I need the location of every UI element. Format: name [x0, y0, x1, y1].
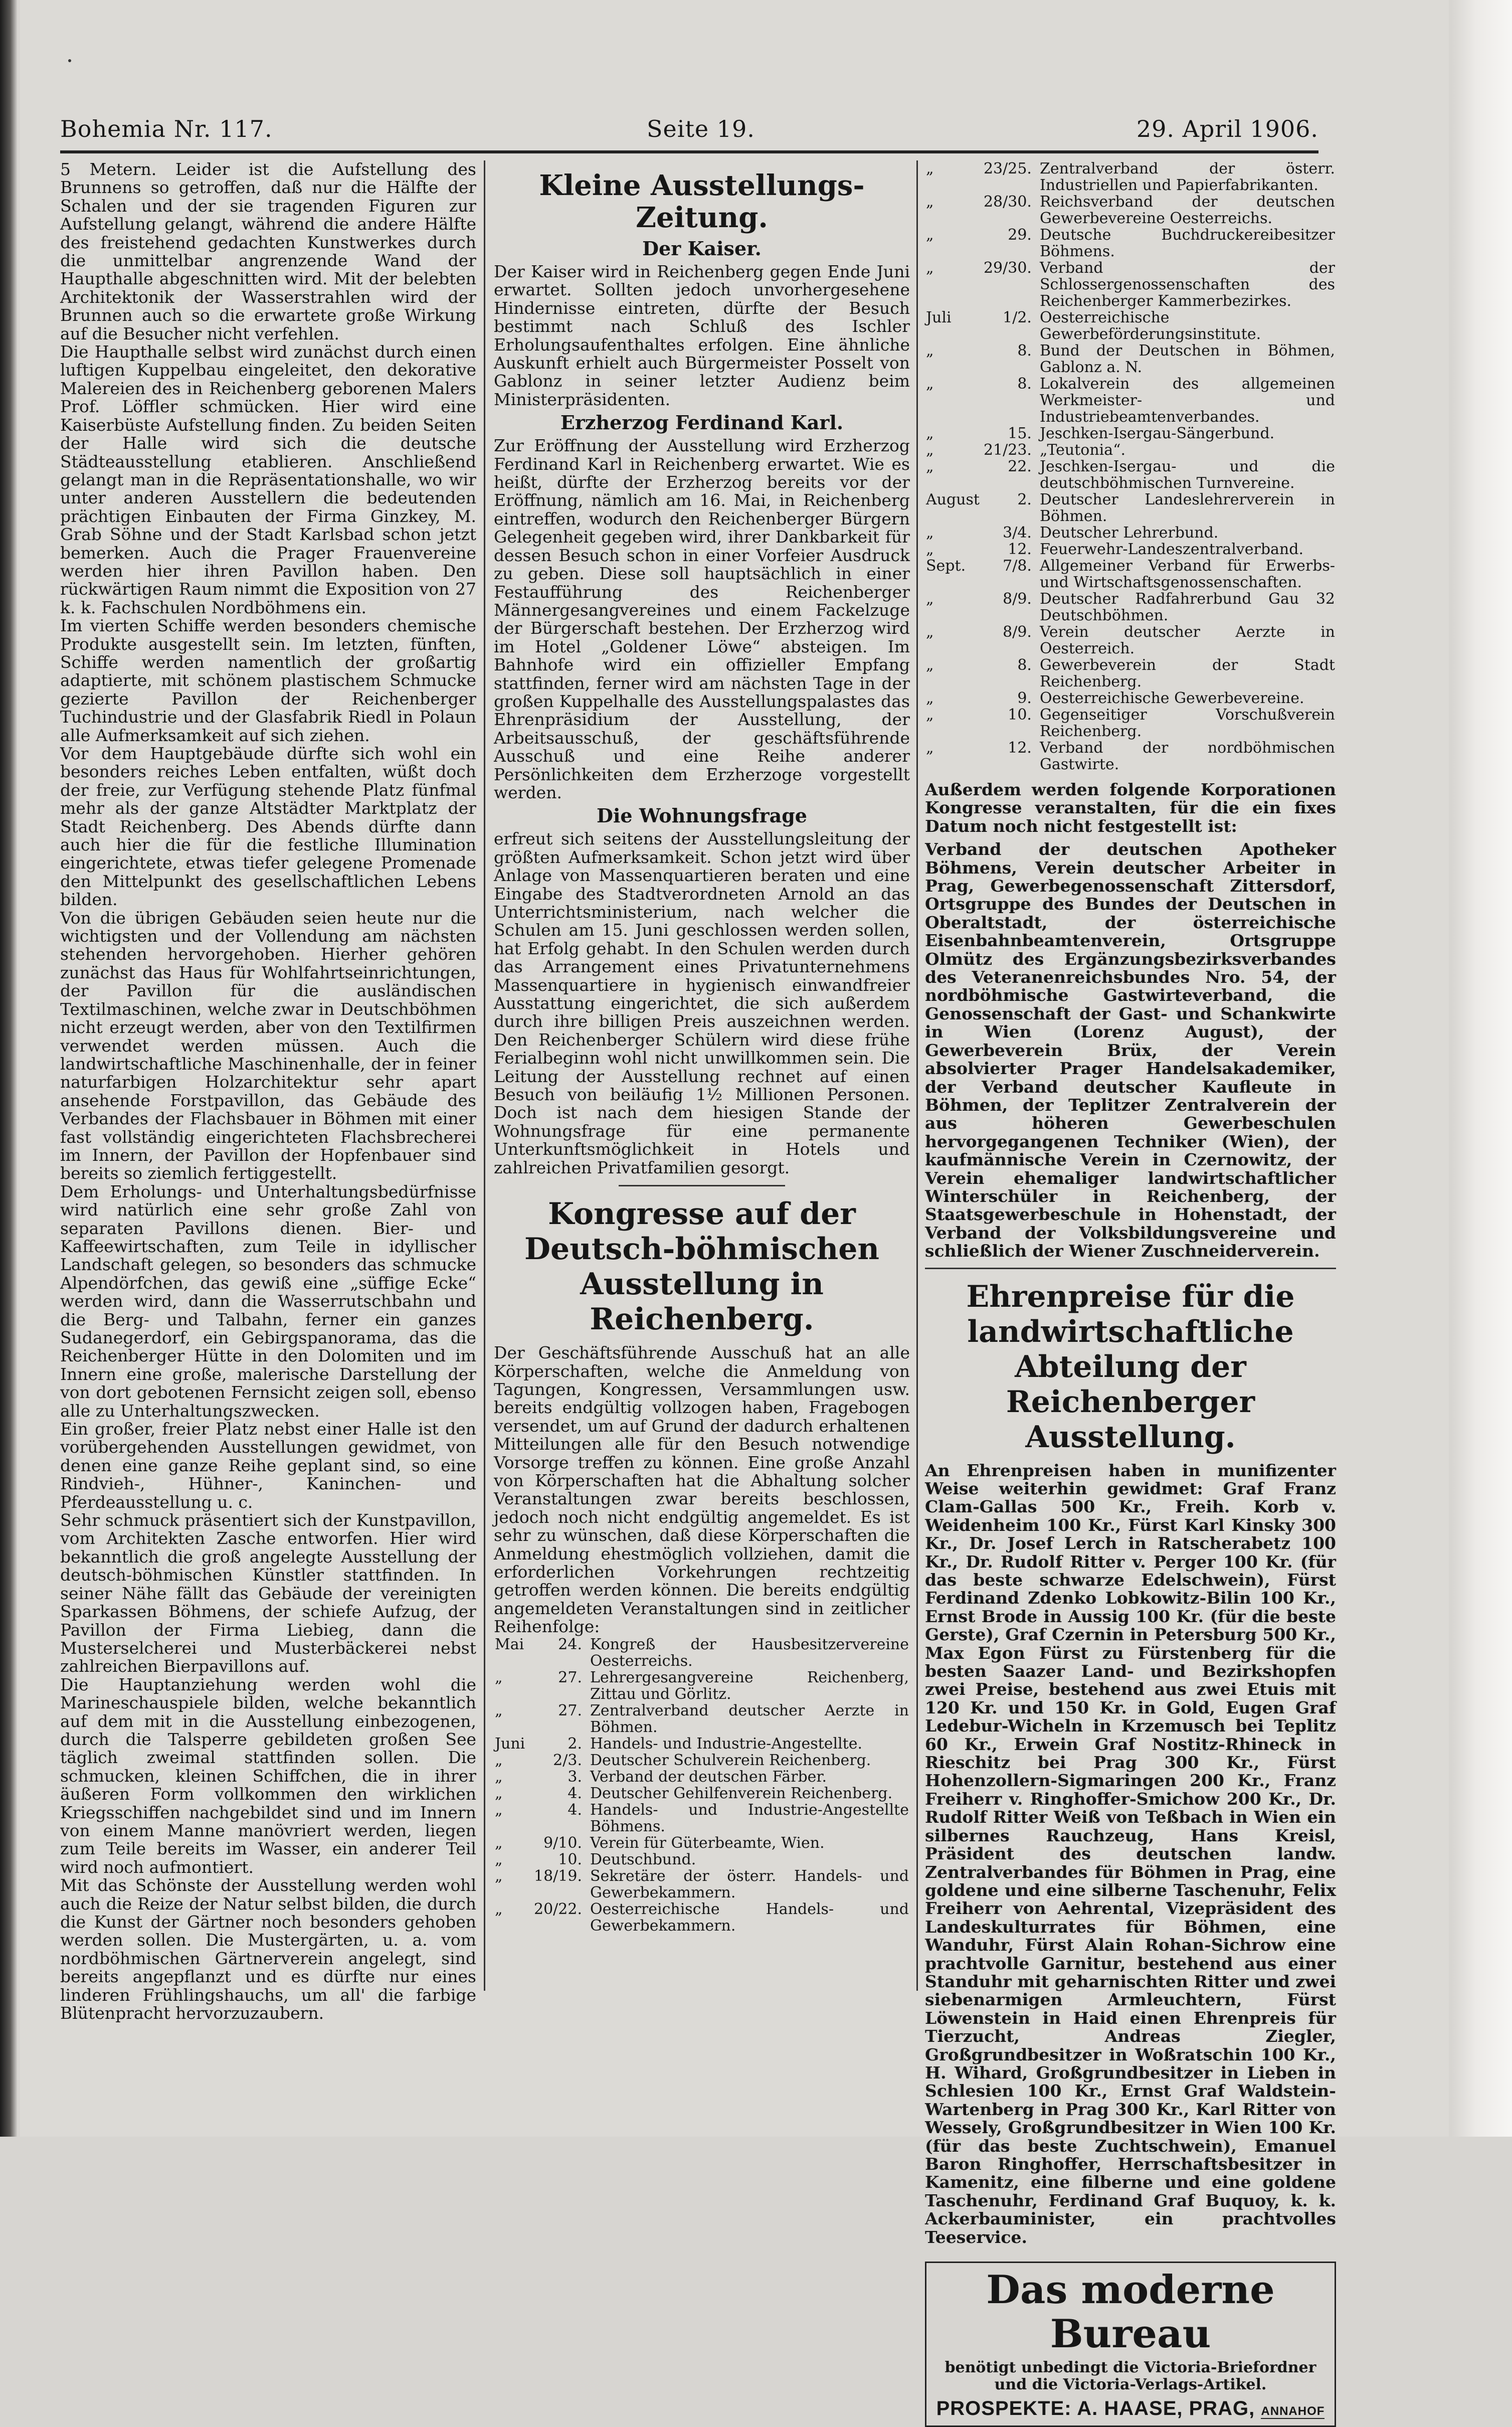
schedule-row [494, 1901, 910, 1934]
schedule-month: „ [926, 441, 934, 459]
schedule-row [925, 376, 1336, 425]
header-masthead: Bohemia Nr. 117. [60, 115, 273, 142]
ink-speck [68, 59, 71, 62]
article-paragraph: Von die übrigen Gebäuden seien heute nur die wichtigsten und der Vollendung am nächsten stehenden hervorgehoben. Hierher gehören zunächst das Haus für Wohlfahrtseinrichtungen, der Pavillon für die ausländischen Textilmaschinen, welche zwar in Deutschböhmen nicht erzeugt werden, aber von den Textilfirmen verwendet werden müssen. Auch die landwirtschaftliche Maschinenhalle, der in feiner naturfarbigen Holzarchitektur sehr apart ansehende Forstpavillon, das Gebäude des Verbandes der Flachsbauer in Böhmen mit einer fast vollständig eingerichteten Flachsbrecherei im Innern, der Pavillon der Hopfenbauer sind bereits so ziemlich fertiggestellt. [60, 908, 476, 1183]
schedule-day: 8/9. [1003, 590, 1032, 608]
schedule-event: Gewerbeverein der Stadt Reichenberg. [1039, 656, 1335, 690]
column-divider [916, 160, 918, 1991]
article-paragraph: Ein großer, freier Platz nebst einer Halle ist den vorübergehenden Ausstellungen gewidmet, von denen eine ganze Reihe geplant sind, so eine Rindvieh-, Hühner-, Kaninchen- und Pferdeausstellung u. c. [60, 1419, 476, 1512]
section-subheading: Die Wohnungsfrage [597, 804, 807, 827]
congress-schedule [925, 160, 1336, 773]
schedule-month: „ [495, 1701, 503, 1719]
schedule-row [925, 491, 1336, 525]
schedule-month: „ [495, 1784, 503, 1802]
schedule-event: Deutschbund. [590, 1850, 696, 1868]
schedule-day: 3/4. [1003, 524, 1032, 542]
column-middle [494, 160, 910, 2006]
schedule-row [494, 1736, 910, 1752]
schedule-event: Deutscher Schulverein Reichenberg. [590, 1751, 871, 1769]
schedule-month: „ [926, 375, 934, 393]
article-paragraph: Außerdem werden folgende Korporationen Kongresse veranstalten, für die ein fixes Datum noch nicht festgestellt ist: [925, 780, 1336, 836]
schedule-day: 28/30. [983, 193, 1032, 211]
schedule-day: 10. [558, 1850, 582, 1868]
schedule-month: „ [495, 1668, 503, 1686]
schedule-month: „ [495, 1850, 503, 1868]
schedule-month: „ [495, 1751, 503, 1769]
congress-schedule [494, 1636, 910, 1934]
column-right [925, 160, 1336, 2420]
article-paragraph: Die Hauptanziehung werden wohl die Marineschauspiele bilden, welche bekanntlich auf dem mit in die Ausstellung einbezogenen, durch die Talsperre gebildeten großen See täglich zweimal stattfinden sollen. Die schmucken, kleinen Schiffchen, die in ihrer äußeren Form vollkommen den wirklichen Kriegsschiffen nachgebildet sind und im Innern von einem Manne manövriert werden, liegen zum Teile bereits im Wasser, ein anderer Teil wird noch aufmontiert. [60, 1674, 476, 1877]
schedule-month: „ [926, 524, 934, 542]
schedule-event: Deutscher Lehrerbund. [1039, 524, 1219, 542]
schedule-event: „Teutonia“. [1039, 441, 1125, 459]
page-header [60, 115, 1318, 155]
schedule-month: August [926, 491, 980, 508]
article-paragraph: erfreut sich seitens der Ausstellungsleitung der größten Aufmerksamkeit. Schon jetzt wird über Anlage von Massenquartieren beraten und eine Eingabe des Stadtverordneten Arnold an das Unterrichtsministerium, nach welcher die Schulen am 15. Juni geschlossen werden sollen, hat Erfolg gehabt. In den Schulen werden durch das Arrangement eines Privatunternehmens Massenquartiere in hygienisch einwandfreier Ausstattung eingerichtet, die sich außerdem durch ihre billigen Preis auszeichnen werden. Den Reichenberger Schülern wird diese frühe Ferialbeginn wohl nicht unwillkommen sein. Die Leitung der Ausstellung rechnet auf einen Besuch von beiläufig 1½ Millionen Personen. Doch ist nach dem hiesigen Stande der Wohnungsfrage für eine permanente Unterkunftsmöglichkeit in Hotels und zahlreichen Privatfamilien gesorgt. [494, 829, 910, 1177]
schedule-event: Lokalverein des allgemeinen Werkmeister- und Industriebeamtenverbandes. [1039, 375, 1335, 426]
schedule-row [925, 541, 1336, 558]
schedule-event: Jeschken-Isergau-Sängerbund. [1039, 425, 1275, 442]
schedule-day: 7/8. [1003, 557, 1032, 575]
schedule-month: „ [926, 656, 934, 674]
schedule-row [925, 309, 1336, 342]
schedule-day: 10. [1008, 706, 1032, 724]
article-paragraph: Dem Erholungs- und Unterhaltungsbedürfnisse wird natürlich eine sehr große Zahl von separaten Pavillons dienen. Bier- und Kaffeewirtschaften, zum Teile in idyllischer Landschaft gelegen, so besonders das schmucke Alpendörfchen, das gewiß eine „süffige Ecke“ werden wird, dann die Wasserrutschbahn und die Berg- und Talbahn, ferner ein ganzes Sudanegerdorf, ein Gebirgspanorama, das die Reichenberger Hütte in den Dolomiten und im Innern eine große, malerische Darstellung der von dort gebotenen Fernsicht zeigen soll, ebenso alle zu Unterhaltungszwecken. [60, 1181, 476, 1421]
schedule-month: „ [926, 425, 934, 442]
schedule-month: Sept. [926, 557, 966, 575]
schedule-row [925, 442, 1336, 458]
section-divider [925, 1268, 1336, 1269]
ad-footer-text: PROSPEKTE: A. HAASE, PRAG, [936, 2397, 1255, 2420]
schedule-event: Gegenseitiger Vorschußverein Reichenberg. [1039, 706, 1335, 740]
article-paragraph: Der Kaiser wird in Reichenberg gegen Ende Juni erwartet. Sollten jedoch unvorhergesehene Hindernisse eintreten, dürfte der Besuch bestimmt nach Schluß des Ischler Erholungsaufenthaltes erfolgen. Eine ähnliche Auskunft erhielt auch Bürgermeister Posselt von Gablonz in seiner letzter Audienz beim Ministerpräsidenten. [494, 262, 910, 409]
schedule-event: Sekretäre der österr. Handels- und Gewerbekammern. [590, 1867, 909, 1901]
schedule-month: „ [926, 342, 934, 360]
schedule-event: Handels- und Industrie-Angestellte Böhmens. [590, 1801, 909, 1835]
schedule-event: Oesterreichische Gewerbeförderungsinstitute. [1039, 309, 1261, 343]
newspaper-page [20, 0, 1449, 2420]
schedule-day: 4. [568, 1801, 582, 1819]
schedule-event: Deutscher Gehilfenverein Reichenberg. [590, 1784, 893, 1802]
schedule-event: Deutsche Buchdruckereibesitzer Böhmens. [1039, 226, 1335, 260]
header-rule [60, 150, 1318, 153]
schedule-day: 21/23. [983, 441, 1032, 459]
schedule-day: 12. [1008, 541, 1032, 558]
schedule-day: 29. [1008, 226, 1032, 244]
schedule-event: Verband der deutschen Färber. [590, 1768, 827, 1786]
schedule-month: „ [495, 1834, 503, 1852]
schedule-event: Deutscher Landeslehrerverein in Böhmen. [1039, 491, 1335, 525]
schedule-event: Feuerwehr-Landeszentralverband. [1039, 541, 1303, 558]
schedule-month: „ [926, 623, 934, 641]
schedule-day: 24. [558, 1635, 582, 1653]
ad-line: und die Victoria-Verlags-Artikel. [994, 2376, 1267, 2394]
schedule-row [494, 1868, 910, 1901]
schedule-row [925, 740, 1336, 773]
ad-body [933, 2359, 1328, 2393]
schedule-row [925, 227, 1336, 260]
article-paragraph: An Ehrenpreisen haben in munifizenter Weise weiterhin gewidmet: Graf Franz Clam-Gallas 500 Kr., Freih. Korb v. Weidenheim 100 Kr., Fürst Karl Kinsky 300 Kr., Dr. Josef Lerch in Ratscherabetz 100 Kr., Dr. Rudolf Ritter v. Perger 100 Kr. (für das beste schwarze Edelschwein), Fürst Ferdinand Zdenko Lobkowitz-Bilin 100 Kr., Ernst Brode in Aussig 100 Kr. (für die beste Gerste), Graf Czernin in Petersburg 500 Kr., Max Egon Fürst zu Fürstenberg für die besten Saazer Land- und Bezirkshopfen zwei Preise, bestehend aus zwei Etuis mit 120 Kr. und 150 Kr. in Gold, Eugen Graf Ledebur-Wicheln in Krzemusch bei Teplitz 60 Kr., Erwein Graf Nostitz-Rhineck in Rieschitz bei Prag 300 Kr., Fürst Hohenzollern-Sigmaringen 200 Kr., Franz Freiherr v. Ringhoffer-Smichow 200 Kr., Dr. Rudolf Ritter Weiß von Teßbach in Wien ein silbernes Rauchzeug, Hans Kreisl, Präsident des deutschen landw. Zentralverbandes für Böhmen in Prag, eine goldene und eine silberne Taschenuhr, Felix Freiherr von Aehrental, Vizepräsident des Landeskulturrates für Böhmen, eine Wanduhr, Fürst Alain Rohan-Sichrow eine prachtvolle Garnitur, bestehend aus einer Standuhr mit geharnischten Ritter und zwei siebenarmigen Armleuchtern, Fürst Löwenstein in Haid einen Ehrenpreis für Tierzucht, Andreas Ziegler, Großgrundbesitzer in Woßratschin 100 Kr., H. Wihard, Großgrundbesitzer in Lieben in Schlesien 100 Kr., Ernst Graf Waldstein-Wartenberg in Prag 300 Kr., Karl Ritter von Wessely, Großgrundbesitzer in Wien 100 Kr. (für das beste Zuchtschwein), Emanuel Baron Ringhoffer, Herrschaftsbesitzer in Kamenitz, eine filberne und eine goldene Taschenuhr, Ferdinand Graf Buquoy, k. k. Ackerbauminister, ein prachtvolles Teeservice. [925, 1460, 1336, 2247]
corporations-list: Verband der deutschen Apotheker Böhmens, Verein deutscher Arbeiter in Prag, Gewerbegenossenschaft Zittersdorf, Ortsgruppe des Bundes der Deutschen in Oberaltstadt, der österreichische Eisenbahnbeamtenverein, Ortsgruppe Olmütz des Ergänzungsbezirksverbandes des Veteranenreichsbundes Nro. 54, der nordböhmische Gastwirteverband, die Genossenschaft der Gast- und Schankwirte in Wien (Lorenz August), der Gewerbeverein Brüx, der Verein absolvierter Prager Handelsakademiker, der Verband deutscher Kaufleute in Böhmen, der Teplitzer Zentralverein der aus höheren Gewerbeschulen hervorgegangenen Techniker (Wien), der kaufmännische Verein in Czernowitz, der Verein ehemaliger landwirtschaftlicher Winterschüler in Reichenberg, der Staatsgewerbeschule in Hohenstadt, der Verband der Volksbildungsvereine und schließlich der Wiener Zuschneiderverein. [925, 839, 1336, 1261]
schedule-event: Oesterreichische Gewerbevereine. [1039, 689, 1304, 707]
schedule-event: Verein deutscher Aerzte in Oesterreich. [1039, 623, 1335, 657]
header-date: 29. April 1906. [1136, 115, 1318, 142]
schedule-day: 1/2. [1003, 309, 1032, 326]
schedule-row [925, 160, 1336, 194]
schedule-day: 12. [1008, 739, 1032, 757]
ad-footer-small: ANNAHOF [1261, 2404, 1325, 2418]
ad-title: Das moderne Bureau [986, 2267, 1275, 2357]
schedule-day: 8. [1017, 342, 1032, 360]
article-paragraph: 5 Metern. Leider ist die Aufstellung des Brunnens so getroffen, daß nur die Hälfte der Schalen und der sie tragenden Figuren zur Aufstellung gelangt, während die andere Hälfte des freistehend gedachten Kunstwerkes durch die unmittelbar angrenzende Wand der Haupthalle abgeschnitten wird. Mit der belebten Architektonik der Wasserstrahlen wird der Brunnen auch so die erwartete große Wirkung auf die Besucher nicht verfehlen. [60, 159, 476, 343]
ad-footer [933, 2399, 1328, 2420]
schedule-event: Deutscher Radfahrerbund Gau 32 Deutschböhmen. [1039, 590, 1335, 624]
schedule-row [494, 1802, 910, 1835]
schedule-day: 2. [568, 1735, 582, 1753]
schedule-row [494, 1752, 910, 1769]
schedule-day: 4. [568, 1784, 582, 1802]
schedule-row [925, 591, 1336, 624]
schedule-day: 8. [1017, 656, 1032, 674]
congress-title: Kongresse auf der Deutsch-böhmischen Ausstellung in Reichenberg. [524, 1196, 879, 1337]
schedule-event: Zentralverband der österr. Industriellen und Papierfabrikanten. [1039, 160, 1335, 194]
schedule-row [494, 1636, 910, 1669]
schedule-event: Kongreß der Hausbesitzervereine Oesterreichs. [590, 1635, 909, 1670]
column-left [60, 159, 476, 2023]
schedule-event: Jeschken-Isergau- und die deutschböhmischen Turnvereine. [1039, 458, 1335, 492]
schedule-day: 20/22. [534, 1900, 582, 1918]
article-paragraph: Die Haupthalle selbst wird zunächst durch einen luftigen Kuppelbau eingeleitet, den dekorative Malereien des in Reichenberg geborenen Malers Prof. Löffler schmücken. Hier wird eine Kaiserbüste Aufstellung finden. Zu beiden Seiten der Halle wird sich die deutsche Städteausstellung etablieren. Anschließend gelangt man in die Repräsentationshalle, wo wir unter anderen Ausstellern die bedeutenden prächtigen Einbauten der Firma Ginzkey, M. Grab Söhne und der Stadt Karlsbad schon jetzt bemerken. Auch die Prager Frauenvereine werden hier ihren Pavillon haben. Den rückwärtigen Raum nimmt die Exposition von 27 k. k. Fachschulen Nordböhmens ein. [60, 342, 476, 617]
schedule-month: Juni [495, 1735, 525, 1753]
schedule-event: Zentralverband deutscher Aerzte in Böhmen. [590, 1701, 909, 1736]
schedule-row [494, 1769, 910, 1785]
schedule-day: 23/25. [983, 160, 1032, 178]
schedule-month: Juli [926, 309, 952, 326]
section-subheading: Erzherzog Ferdinand Karl. [560, 411, 844, 434]
schedule-day: 8. [1017, 375, 1032, 393]
schedule-month: „ [926, 590, 934, 608]
schedule-month: „ [495, 1801, 503, 1819]
schedule-event: Oesterreichische Handels- und Gewerbekammern. [590, 1900, 909, 1935]
page-right-margin [1452, 0, 1512, 2137]
schedule-row [925, 342, 1336, 376]
schedule-event: Verband der nordböhmischen Gastwirte. [1039, 739, 1335, 773]
article-paragraph: Sehr schmuck präsentiert sich der Kunstpavillon, vom Architekten Zasche entworfen. Hier wird bekanntlich die groß angelegte Ausstellung der deutsch-böhmischen Künstler stattfinden. In seiner Nähe fällt das Gebäude der vereinigten Sparkassen Böhmens, der schiefe Aufzug, der Pavillon der Firma Liebieg, dann die Musterselcherei und Musterbäckerei nebst zahlreichen Bierpavillons auf. [60, 1510, 476, 1676]
schedule-row [925, 657, 1336, 690]
advertisement [925, 2262, 1336, 2427]
schedule-event: Verein für Güterbeamte, Wien. [590, 1834, 825, 1852]
schedule-day: 18/19. [534, 1867, 582, 1885]
ad-line: benötigt unbedingt die Victoria-Briefordner [944, 2359, 1316, 2377]
schedule-row [494, 1835, 910, 1851]
article-paragraph: Vor dem Hauptgebäude dürfte sich wohl ein besonders reiches Leben entfalten, wüßt doch der freie, zur Verfügung stehende Platz fünfmal mehr als der ganze Altstädter Marktplatz der Stadt Reichenberg. Des Abends dürfte dann auch hier die für die festliche Illumination eingerichtete, etwas tiefer gelegene Promenade den Mittelpunkt des gesellschaftlichen Lebens bilden. [60, 744, 476, 910]
schedule-event: Handels- und Industrie-Angestellte. [590, 1735, 863, 1753]
schedule-row [925, 194, 1336, 227]
schedule-day: 3. [568, 1768, 582, 1786]
book-binding-edge [0, 0, 17, 2137]
schedule-month: „ [926, 458, 934, 475]
prizes-title: Ehrenpreise für die landwirtschaftliche Abteilung der Reichenberger Ausstellung. [966, 1279, 1295, 1455]
schedule-month: „ [926, 160, 934, 178]
schedule-month: „ [926, 226, 934, 244]
schedule-row [925, 525, 1336, 541]
article-paragraph: Mit das Schönste der Ausstellung werden wohl auch die Reize der Natur selbst bilden, die durch die Kunst der Gärtner noch besonders gehoben werden sollen. Die Mustergärten, u. a. vom nordböhmischen Gärtnerverein angelegt, sind bereits angepflanzt und es dürfte nur eines linderen Frühlingshauchs, um all' die farbige Blütenpracht hervorzuzaubern. [60, 1875, 476, 2023]
schedule-day: 27. [558, 1701, 582, 1719]
schedule-day: 22. [1008, 458, 1032, 475]
section-divider [619, 1185, 785, 1186]
schedule-row [925, 425, 1336, 442]
schedule-month: „ [495, 1768, 503, 1786]
schedule-event: Allgemeiner Verband für Erwerbs- und Wirtschaftsgenossenschaften. [1039, 557, 1335, 591]
schedule-day: 15. [1008, 425, 1032, 442]
schedule-day: 8/9. [1003, 623, 1032, 641]
schedule-day: 29/30. [983, 259, 1032, 277]
schedule-row [925, 624, 1336, 657]
schedule-month: „ [495, 1867, 503, 1885]
article-paragraph: Zur Eröffnung der Ausstellung wird Erzherzog Ferdinand Karl in Reichenberg erwartet. Wie es heißt, dürfte der Erzherzog bereits vor der Eröffnung, nämlich am 16. Mai, in Reichenberg eintreffen, wodurch den Reichenberger Bürgern Gelegenheit gegeben wird, ihrer Dankbarkeit für dessen Besuch schon in einer Vorfeier Ausdruck zu geben. Diese soll hauptsächlich in einer Festaufführung des Reichenberger Männergesangvereines und einem Fackelzuge der Bürgerschaft bestehen. Der Erzherzog wird im Hotel „Goldener Löwe“ absteigen. Im Bahnhofe wird ein offizieller Empfang stattfinden, ferner wird am nächsten Tage in der großen Kuppelhalle des Ausstellungspalastes das Ehrenpräsidium der Ausstellung, der Arbeitsausschuß, der geschäftsführende Ausschuß und eine Reihe anderer Persönlichkeiten dem Erzherzoge vorgestellt werden. [494, 436, 910, 802]
schedule-month: „ [926, 541, 934, 558]
schedule-row [925, 260, 1336, 309]
schedule-month: „ [926, 706, 934, 724]
schedule-event: Reichsverband der deutschen Gewerbevereine Oesterreichs. [1039, 193, 1335, 227]
schedule-month: „ [926, 193, 934, 211]
schedule-row [494, 1851, 910, 1868]
schedule-day: 9/10. [543, 1834, 582, 1852]
section-title: Kleine Ausstellungs-Zeitung. [539, 169, 865, 234]
article-paragraph: Im vierten Schiffe werden besonders chemische Produkte ausgestellt sein. Im letzten, fünften, Schiffe werden namentlich der großartig adaptierte, mit schönem plastischem Schmucke gezierte Pavillon der Reichenberger Tuchindustrie und der Glasfabrik Riedl in Polaun alle Aufmerksamkeit auf sich ziehen. [60, 616, 476, 745]
header-page-number: Seite 19. [647, 115, 755, 142]
schedule-month: „ [926, 689, 934, 707]
schedule-row [925, 690, 1336, 707]
schedule-month: Mai [495, 1635, 524, 1653]
schedule-row [925, 707, 1336, 740]
schedule-day: 2/3. [553, 1751, 582, 1769]
schedule-month: „ [495, 1900, 503, 1918]
schedule-month: „ [926, 259, 934, 277]
schedule-event: Bund der Deutschen in Böhmen, Gablonz a. N. [1039, 342, 1335, 376]
schedule-day: 2. [1017, 491, 1032, 508]
schedule-day: 9. [1017, 689, 1032, 707]
schedule-day: 27. [558, 1668, 582, 1686]
schedule-row [494, 1702, 910, 1736]
schedule-row [925, 458, 1336, 491]
schedule-row [494, 1785, 910, 1802]
section-subheading: Der Kaiser. [642, 237, 762, 260]
schedule-event: Verband der Schlossergenossenschaften des Reichenberger Kammerbezirkes. [1039, 259, 1335, 310]
schedule-row [494, 1669, 910, 1702]
schedule-row [925, 558, 1336, 591]
schedule-month: „ [926, 739, 934, 757]
article-paragraph: Der Geschäftsführende Ausschuß hat an alle Körperschaften, welche die Anmeldung von Tagungen, Kongressen, Versammlungen usw. bereits endgültig vollzogen haben, Fragebogen versendet, um auf Grund der dadurch erhaltenen Mitteilungen alle für den Besuch notwendige Vorsorge treffen zu können. Eine große Anzahl von Körperschaften hat die Abhaltung solcher Veranstaltungen zwar bereits beschlossen, jedoch noch nicht endgültig angemeldet. Es ist sehr zu wünschen, daß diese Körperschaften die Anmeldung ehestmöglich vollziehen, damit die erforderlichen Vorkehrungen rechtzeitig getroffen werden können. Die bereits endgültig angemeldeten Veranstaltungen sind in zeitlicher Reihenfolge: [494, 1343, 910, 1637]
column-divider [484, 160, 485, 1991]
schedule-event: Lehrergesangvereine Reichenberg, Zittau und Görlitz. [590, 1668, 909, 1703]
